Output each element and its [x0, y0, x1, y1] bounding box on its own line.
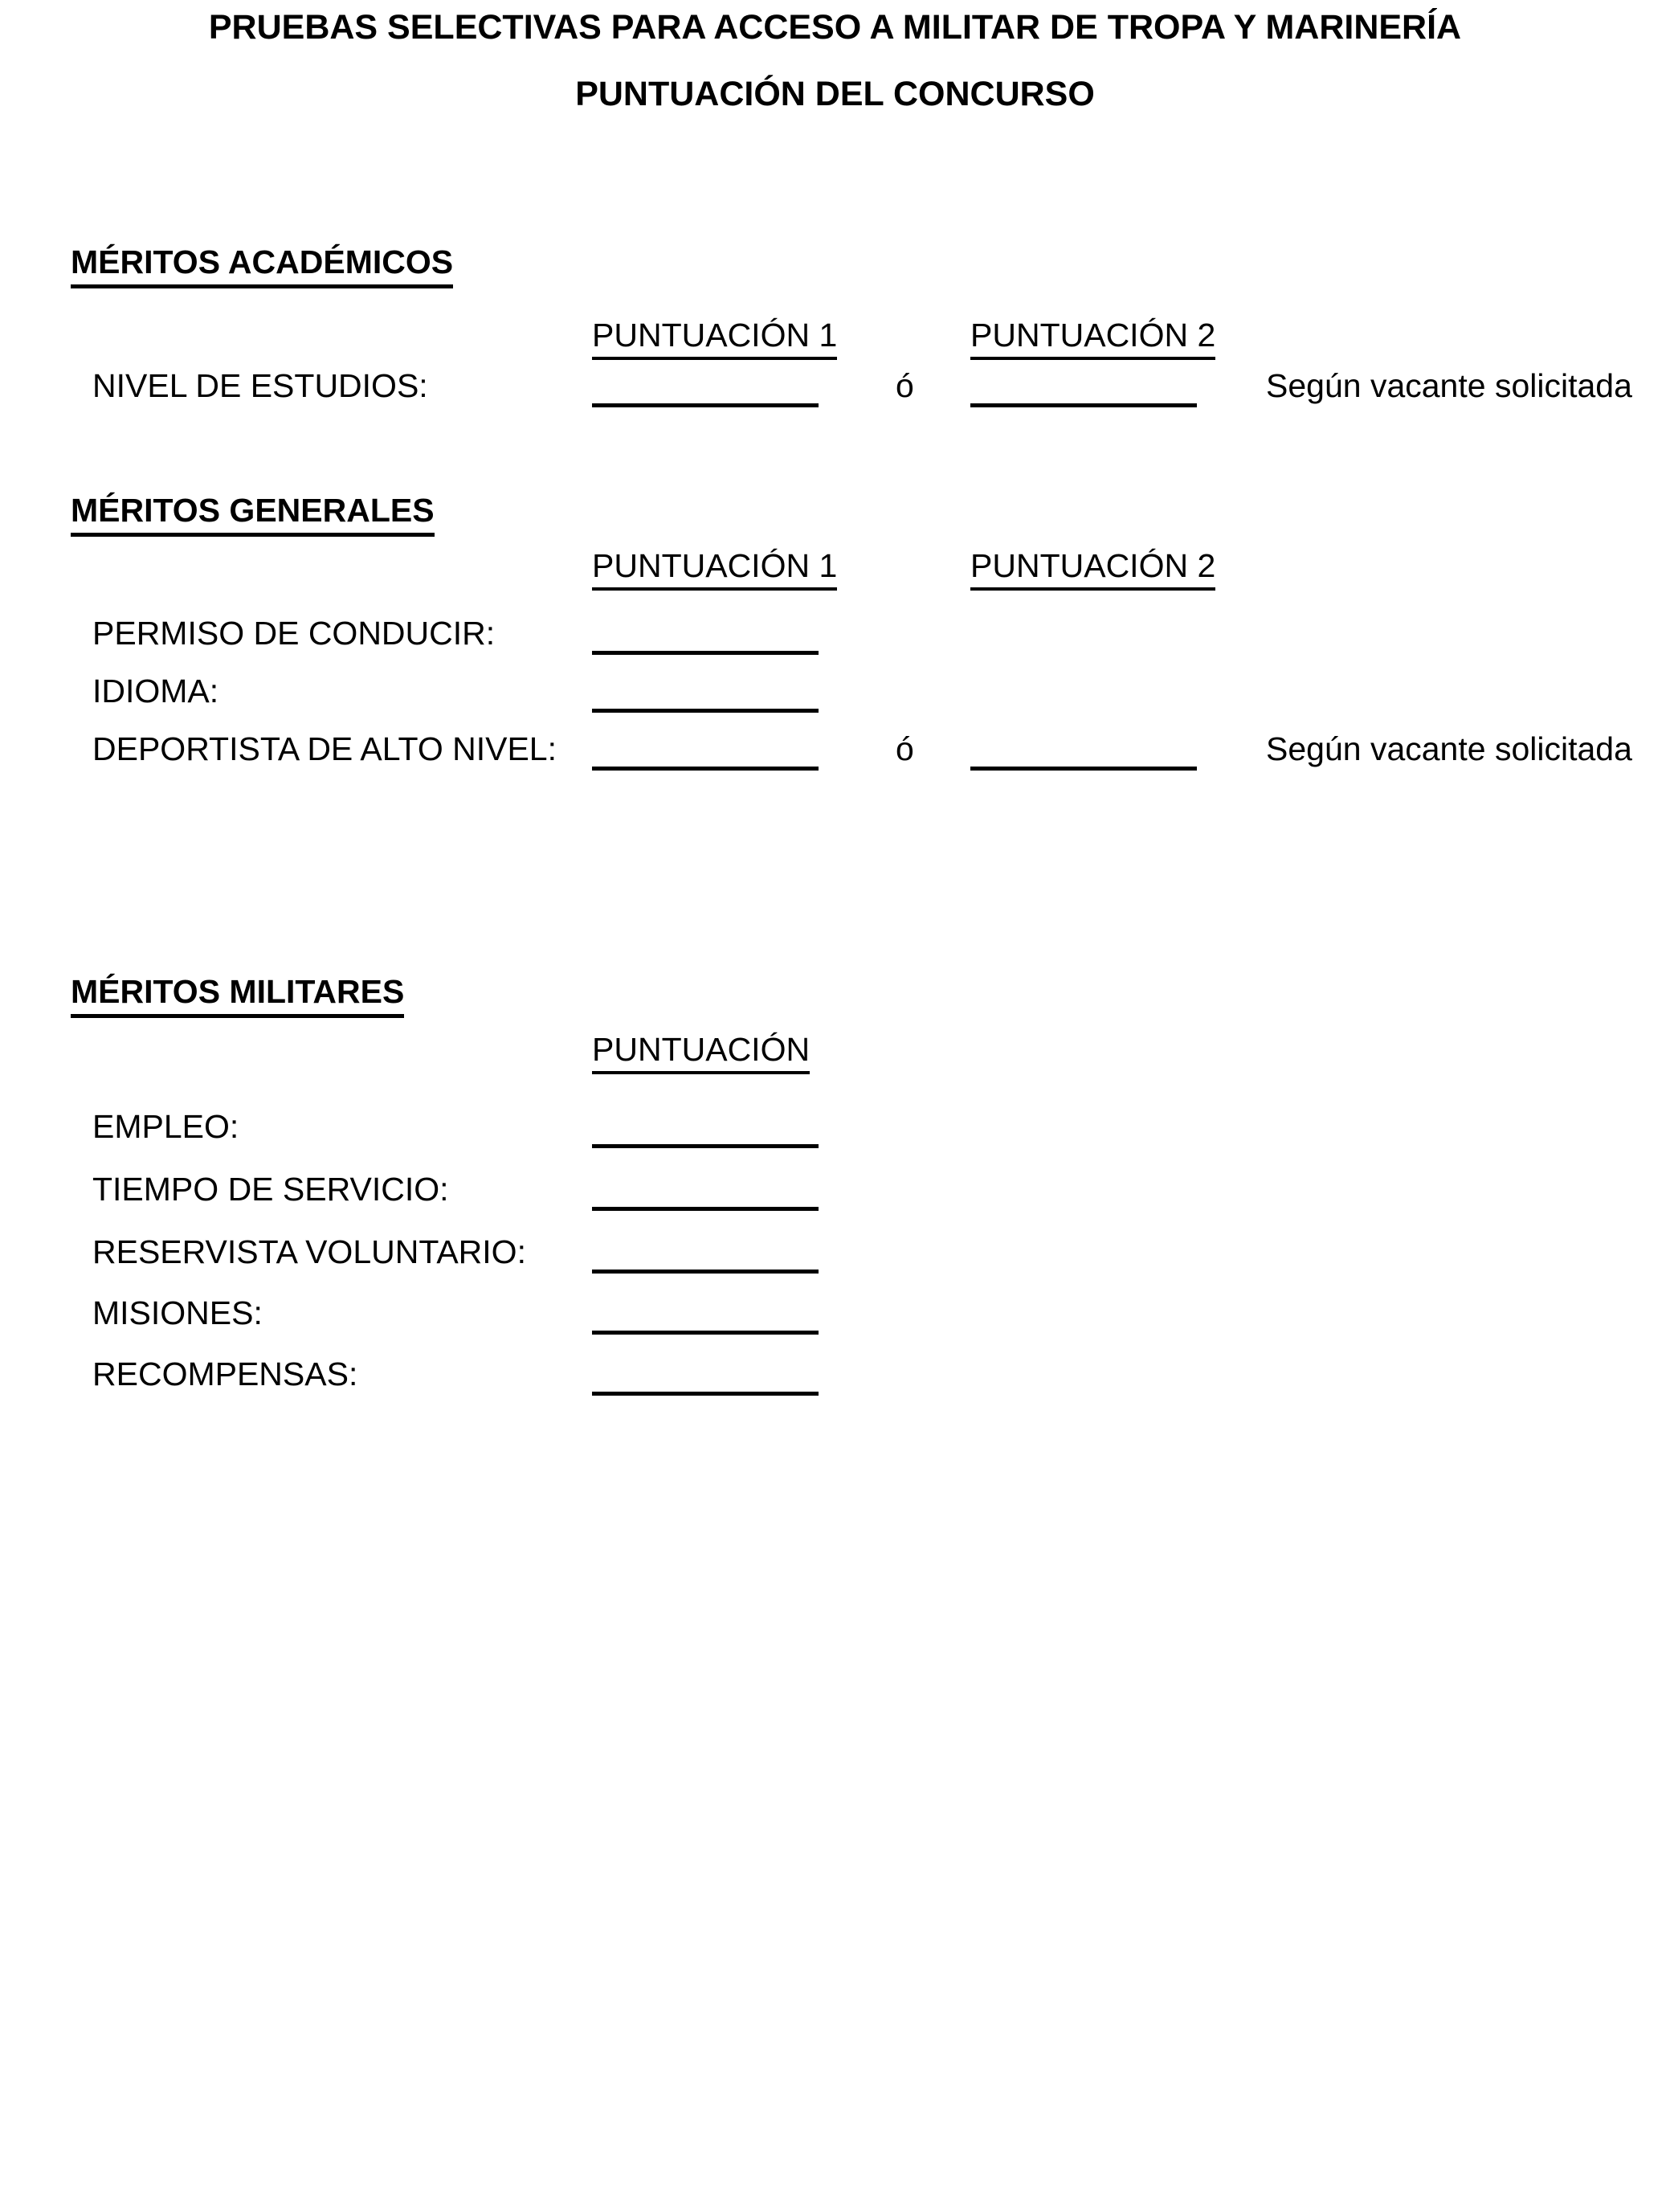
row-label-tiempo-de-servicio: TIEMPO DE SERVICIO: [92, 1171, 449, 1208]
column-header-puntuacion-1: PUNTUACIÓN 1 [592, 546, 837, 591]
score-blank-idioma-puntuacion-1 [592, 709, 819, 713]
row-label-empleo: EMPLEO: [92, 1108, 239, 1145]
column-header-puntuacion: PUNTUACIÓN [592, 1030, 810, 1074]
row-label-nivel-de-estudios: NIVEL DE ESTUDIOS: [92, 367, 428, 404]
document-subtitle: PUNTUACIÓN DEL CONCURSO [575, 75, 1095, 113]
conjunction-o: ó [896, 367, 914, 404]
score-blank-deportista-puntuacion-2 [970, 767, 1197, 771]
row-label-permiso-de-conducir: PERMISO DE CONDUCIR: [92, 615, 496, 652]
column-header-puntuacion-2: PUNTUACIÓN 2 [970, 316, 1215, 360]
score-blank-permiso-puntuacion-1 [592, 651, 819, 655]
row-label-deportista-de-alto-nivel: DEPORTISTA DE ALTO NIVEL: [92, 730, 557, 767]
score-blank-nivel-puntuacion-1 [592, 403, 819, 407]
score-blank-nivel-puntuacion-2 [970, 403, 1197, 407]
section-title-meritos-militares: MÉRITOS MILITARES [71, 972, 404, 1018]
note-segun-vacante: Según vacante solicitada [1266, 367, 1632, 404]
section-title-meritos-academicos: MÉRITOS ACADÉMICOS [71, 243, 453, 288]
section-title-meritos-generales: MÉRITOS GENERALES [71, 491, 435, 537]
score-blank-tiempo-de-servicio [592, 1207, 819, 1211]
score-blank-reservista-voluntario [592, 1270, 819, 1274]
row-label-idioma: IDIOMA: [92, 673, 219, 709]
document-title: PRUEBAS SELECTIVAS PARA ACCESO A MILITAR DE TROPA Y MARINERÍA [208, 8, 1462, 47]
score-blank-empleo [592, 1144, 819, 1148]
score-blank-misiones [592, 1331, 819, 1335]
score-blank-recompensas [592, 1392, 819, 1396]
conjunction-o: ó [896, 730, 914, 767]
note-segun-vacante: Según vacante solicitada [1266, 730, 1632, 767]
row-label-recompensas: RECOMPENSAS: [92, 1355, 358, 1392]
row-label-reservista-voluntario: RESERVISTA VOLUNTARIO: [92, 1233, 526, 1270]
column-header-puntuacion-1: PUNTUACIÓN 1 [592, 316, 837, 360]
row-label-misiones: MISIONES: [92, 1294, 263, 1331]
column-header-puntuacion-2: PUNTUACIÓN 2 [970, 546, 1215, 591]
score-blank-deportista-puntuacion-1 [592, 767, 819, 771]
